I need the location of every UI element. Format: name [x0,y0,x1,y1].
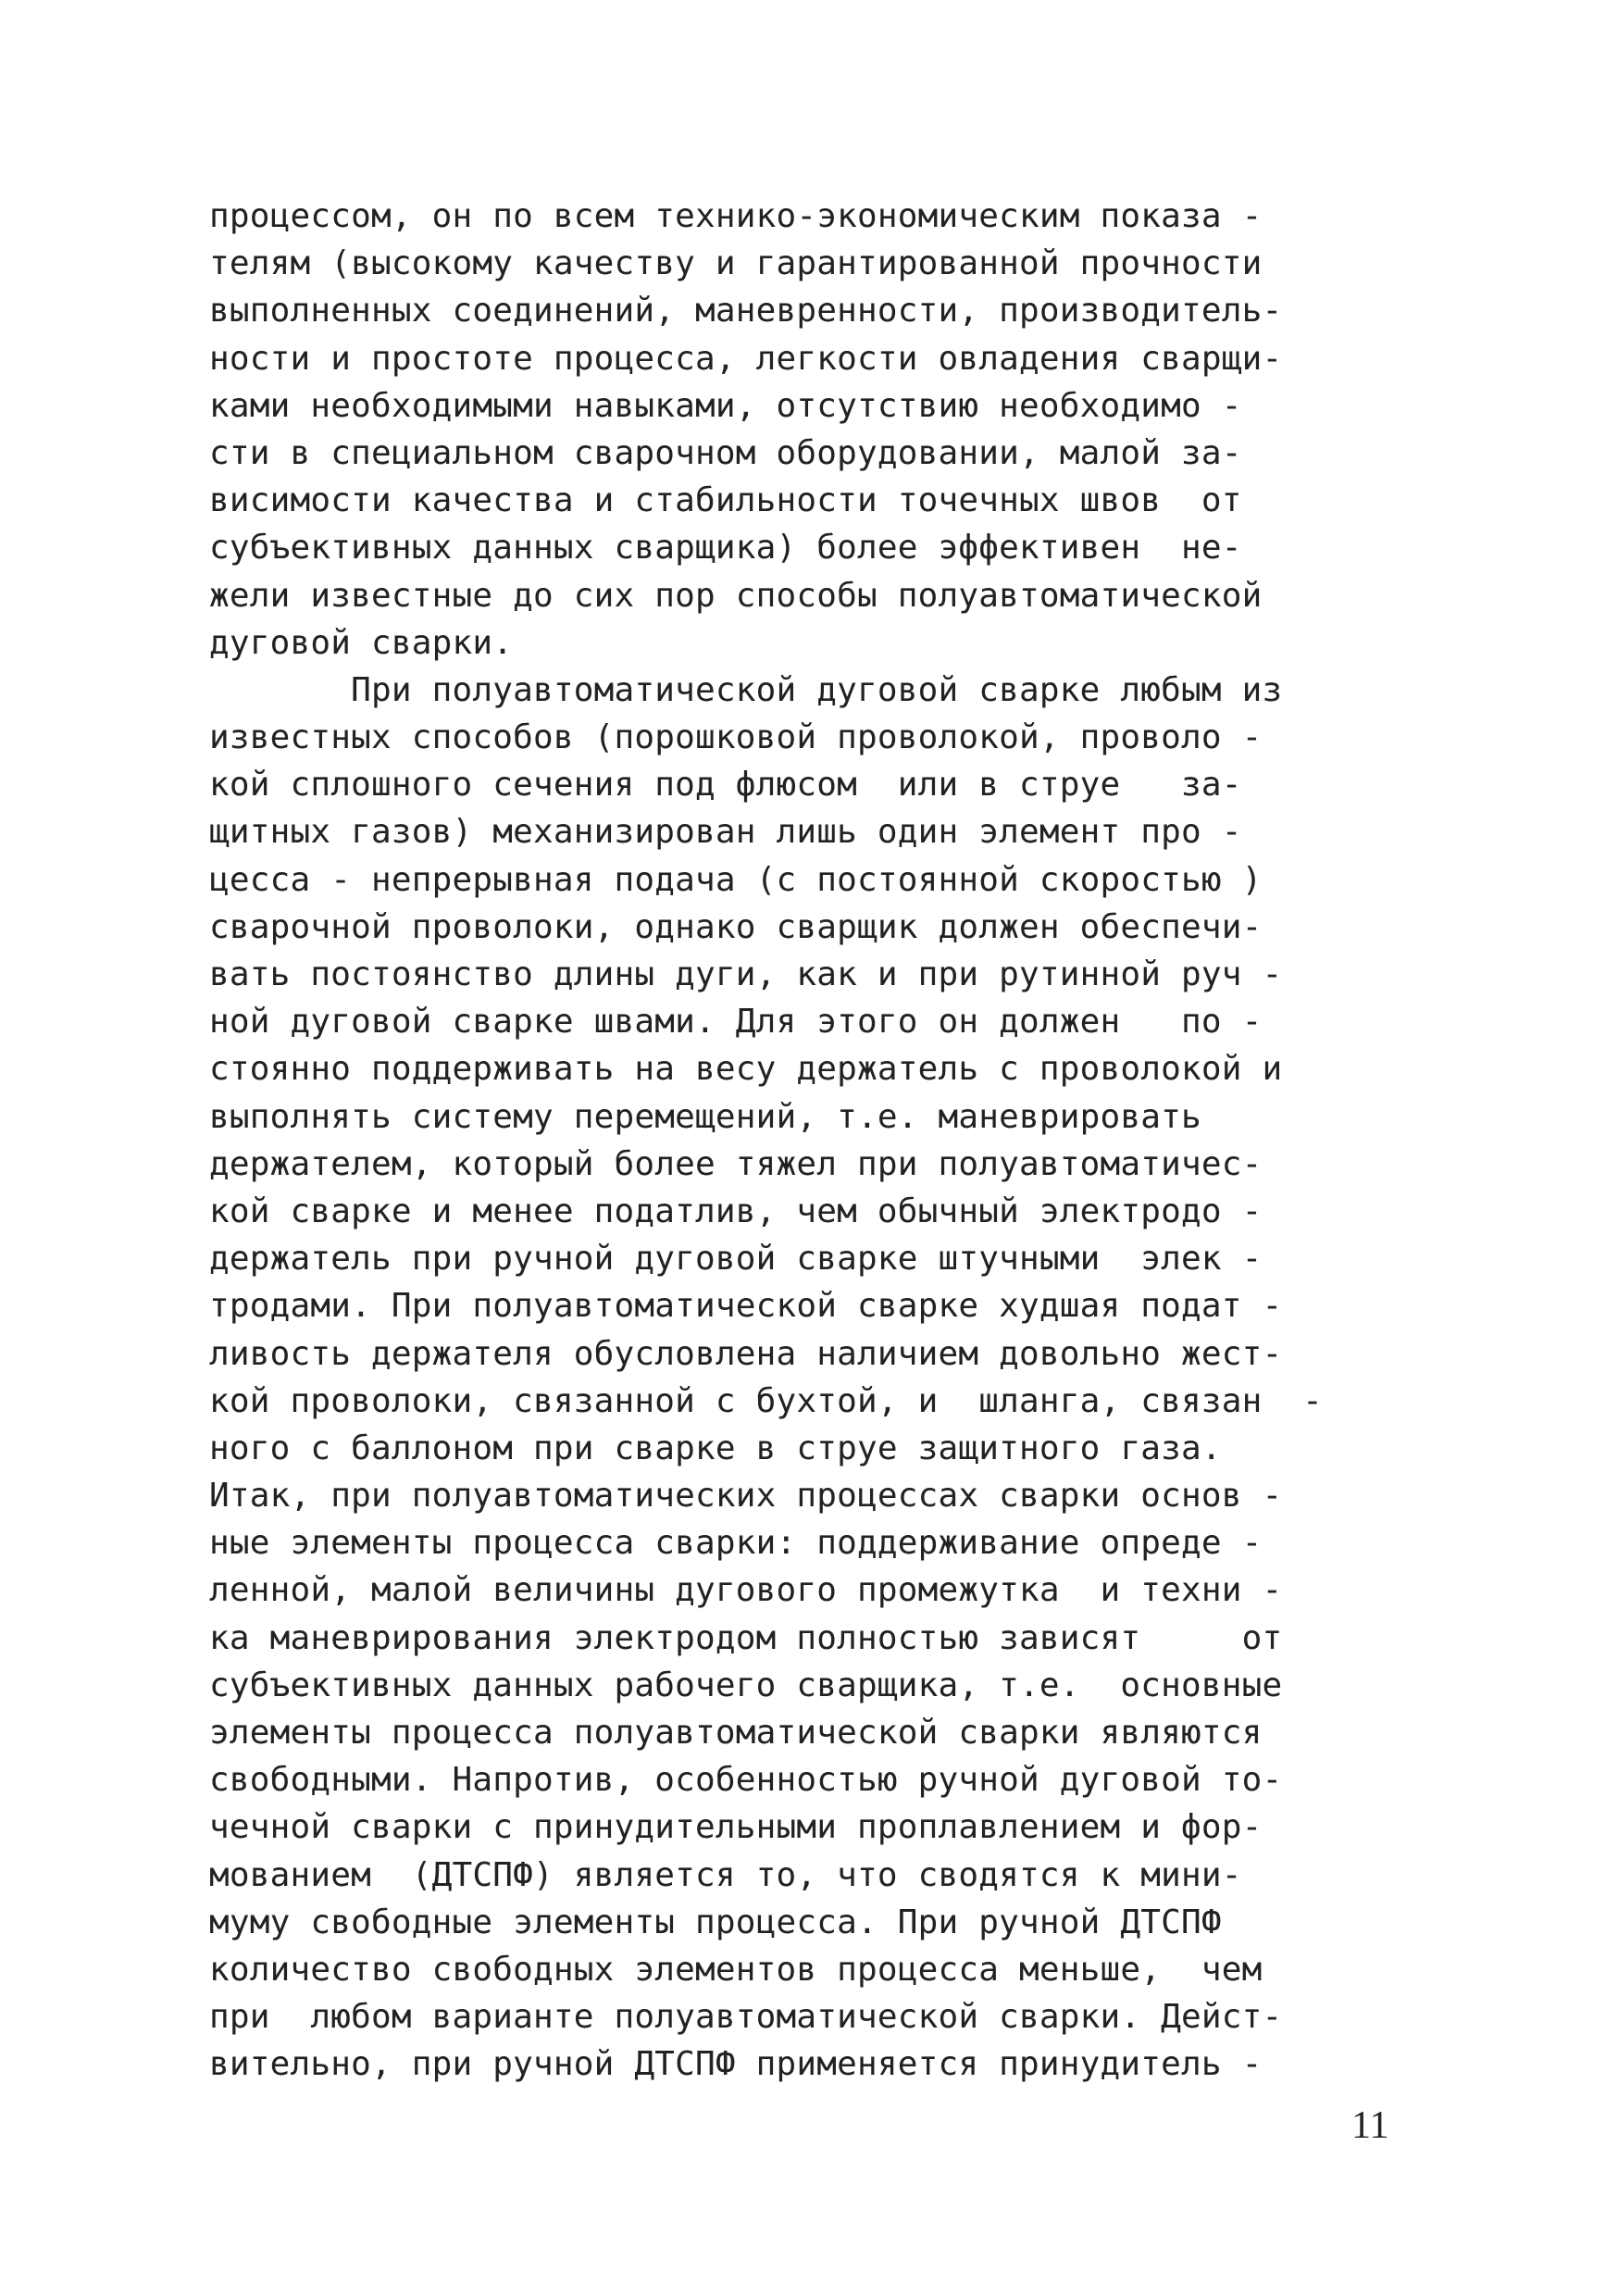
text-line: держатель при ручной дуговой сварке штучными элек - [209,1240,1263,1279]
text-line: ные элементы процесса сварки: поддерживание опреде - [209,1524,1263,1563]
text-line: мованием (ДТСПФ) является то, что сводятся к мини- [209,1855,1242,1894]
text-line: ленной, малой величины дугового промежутка и техни - [209,1571,1283,1610]
text-line: чечной сварки с принудительными проплавлением и фор- [209,1808,1263,1847]
text-line: выполнять систему перемещений, т.е. маневрировать [209,1097,1201,1136]
text-line: при любом варианте полуавтоматической сварки. Дейст- [209,1998,1283,2037]
text-line: цесса - непрерывная подача (с постоянной скоростью ) [209,860,1263,899]
text-line: субъективных данных рабочего сварщика, т.е. основные [209,1666,1283,1704]
text-line: кой сплошного сечения под флюсом или в струе за- [209,766,1242,805]
text-line: элементы процесса полуавтоматической сварки являются [209,1714,1263,1752]
text-line: количество свободных элементов процесса меньше, чем [209,1950,1263,1989]
page-number: 11 [1351,2104,1389,2147]
text-line: дуговой сварки. [209,623,514,662]
text-line: сварочной проволоки, однако сварщик должен обеспечи- [209,907,1263,946]
text-line: ливость держателя обусловлена наличием довольно жест- [209,1334,1283,1373]
body-text [209,193,1440,2089]
text-line: стоянно поддерживать на весу держатель с проволокой и [209,1050,1283,1089]
text-line: ками необходимыми навыками, отсутствию необходимо - [209,386,1242,425]
text-line: кой сварке и менее податлив, чем обычный электродо - [209,1192,1263,1230]
text-line: ности и простоте процесса, легкости овладения сварщи- [209,339,1283,378]
text-line: При полуавтоматической дуговой сварке любым из [209,670,1283,709]
text-line: ка маневрирования электродом полностью зависят от [209,1618,1283,1657]
text-line: тродами. При полуавтоматической сварке худшая подат - [209,1287,1283,1326]
text-line: процессом, он по всем технико-экономическим показа - [209,197,1263,235]
text-line: сти в специальном сварочном оборудовании, малой за- [209,433,1242,472]
text-line: известных способов (порошковой проволокой, проволо - [209,718,1263,757]
text-line: ного с баллоном при сварке в струе защитного газа. [209,1429,1222,1467]
text-line: Итак, при полуавтоматических процессах сварки основ - [209,1477,1283,1516]
text-line: свободными. Напротив, особенностью ручной дуговой то- [209,1761,1283,1800]
text-line: щитных газов) механизирован лишь один элемент про - [209,813,1242,852]
text-line: кой проволоки, связанной с бухтой, и шланга, связан - [209,1381,1324,1420]
text-line: держателем, который более тяжел при полуавтоматичес- [209,1144,1263,1183]
text-line: жели известные до сих пор способы полуавтоматической [209,576,1263,615]
text-line: муму свободные элементы процесса. При ручной ДТСПФ [209,1903,1222,1941]
text-line: ной дуговой сварке швами. Для этого он должен по - [209,1003,1263,1042]
text-line: вительно, при ручной ДТСПФ применяется принудитель - [209,2045,1263,2084]
text-line: висимости качества и стабильности точечных швов от [209,481,1242,520]
text-line: вать постоянство длины дуги, как и при рутинной руч - [209,955,1283,993]
text-line: выполненных соединений, маневренности, производитель- [209,292,1283,331]
text-line: телям (высокому качеству и гарантированной прочности [209,244,1263,283]
text-line: субъективных данных сварщика) более эффективен не- [209,529,1242,568]
